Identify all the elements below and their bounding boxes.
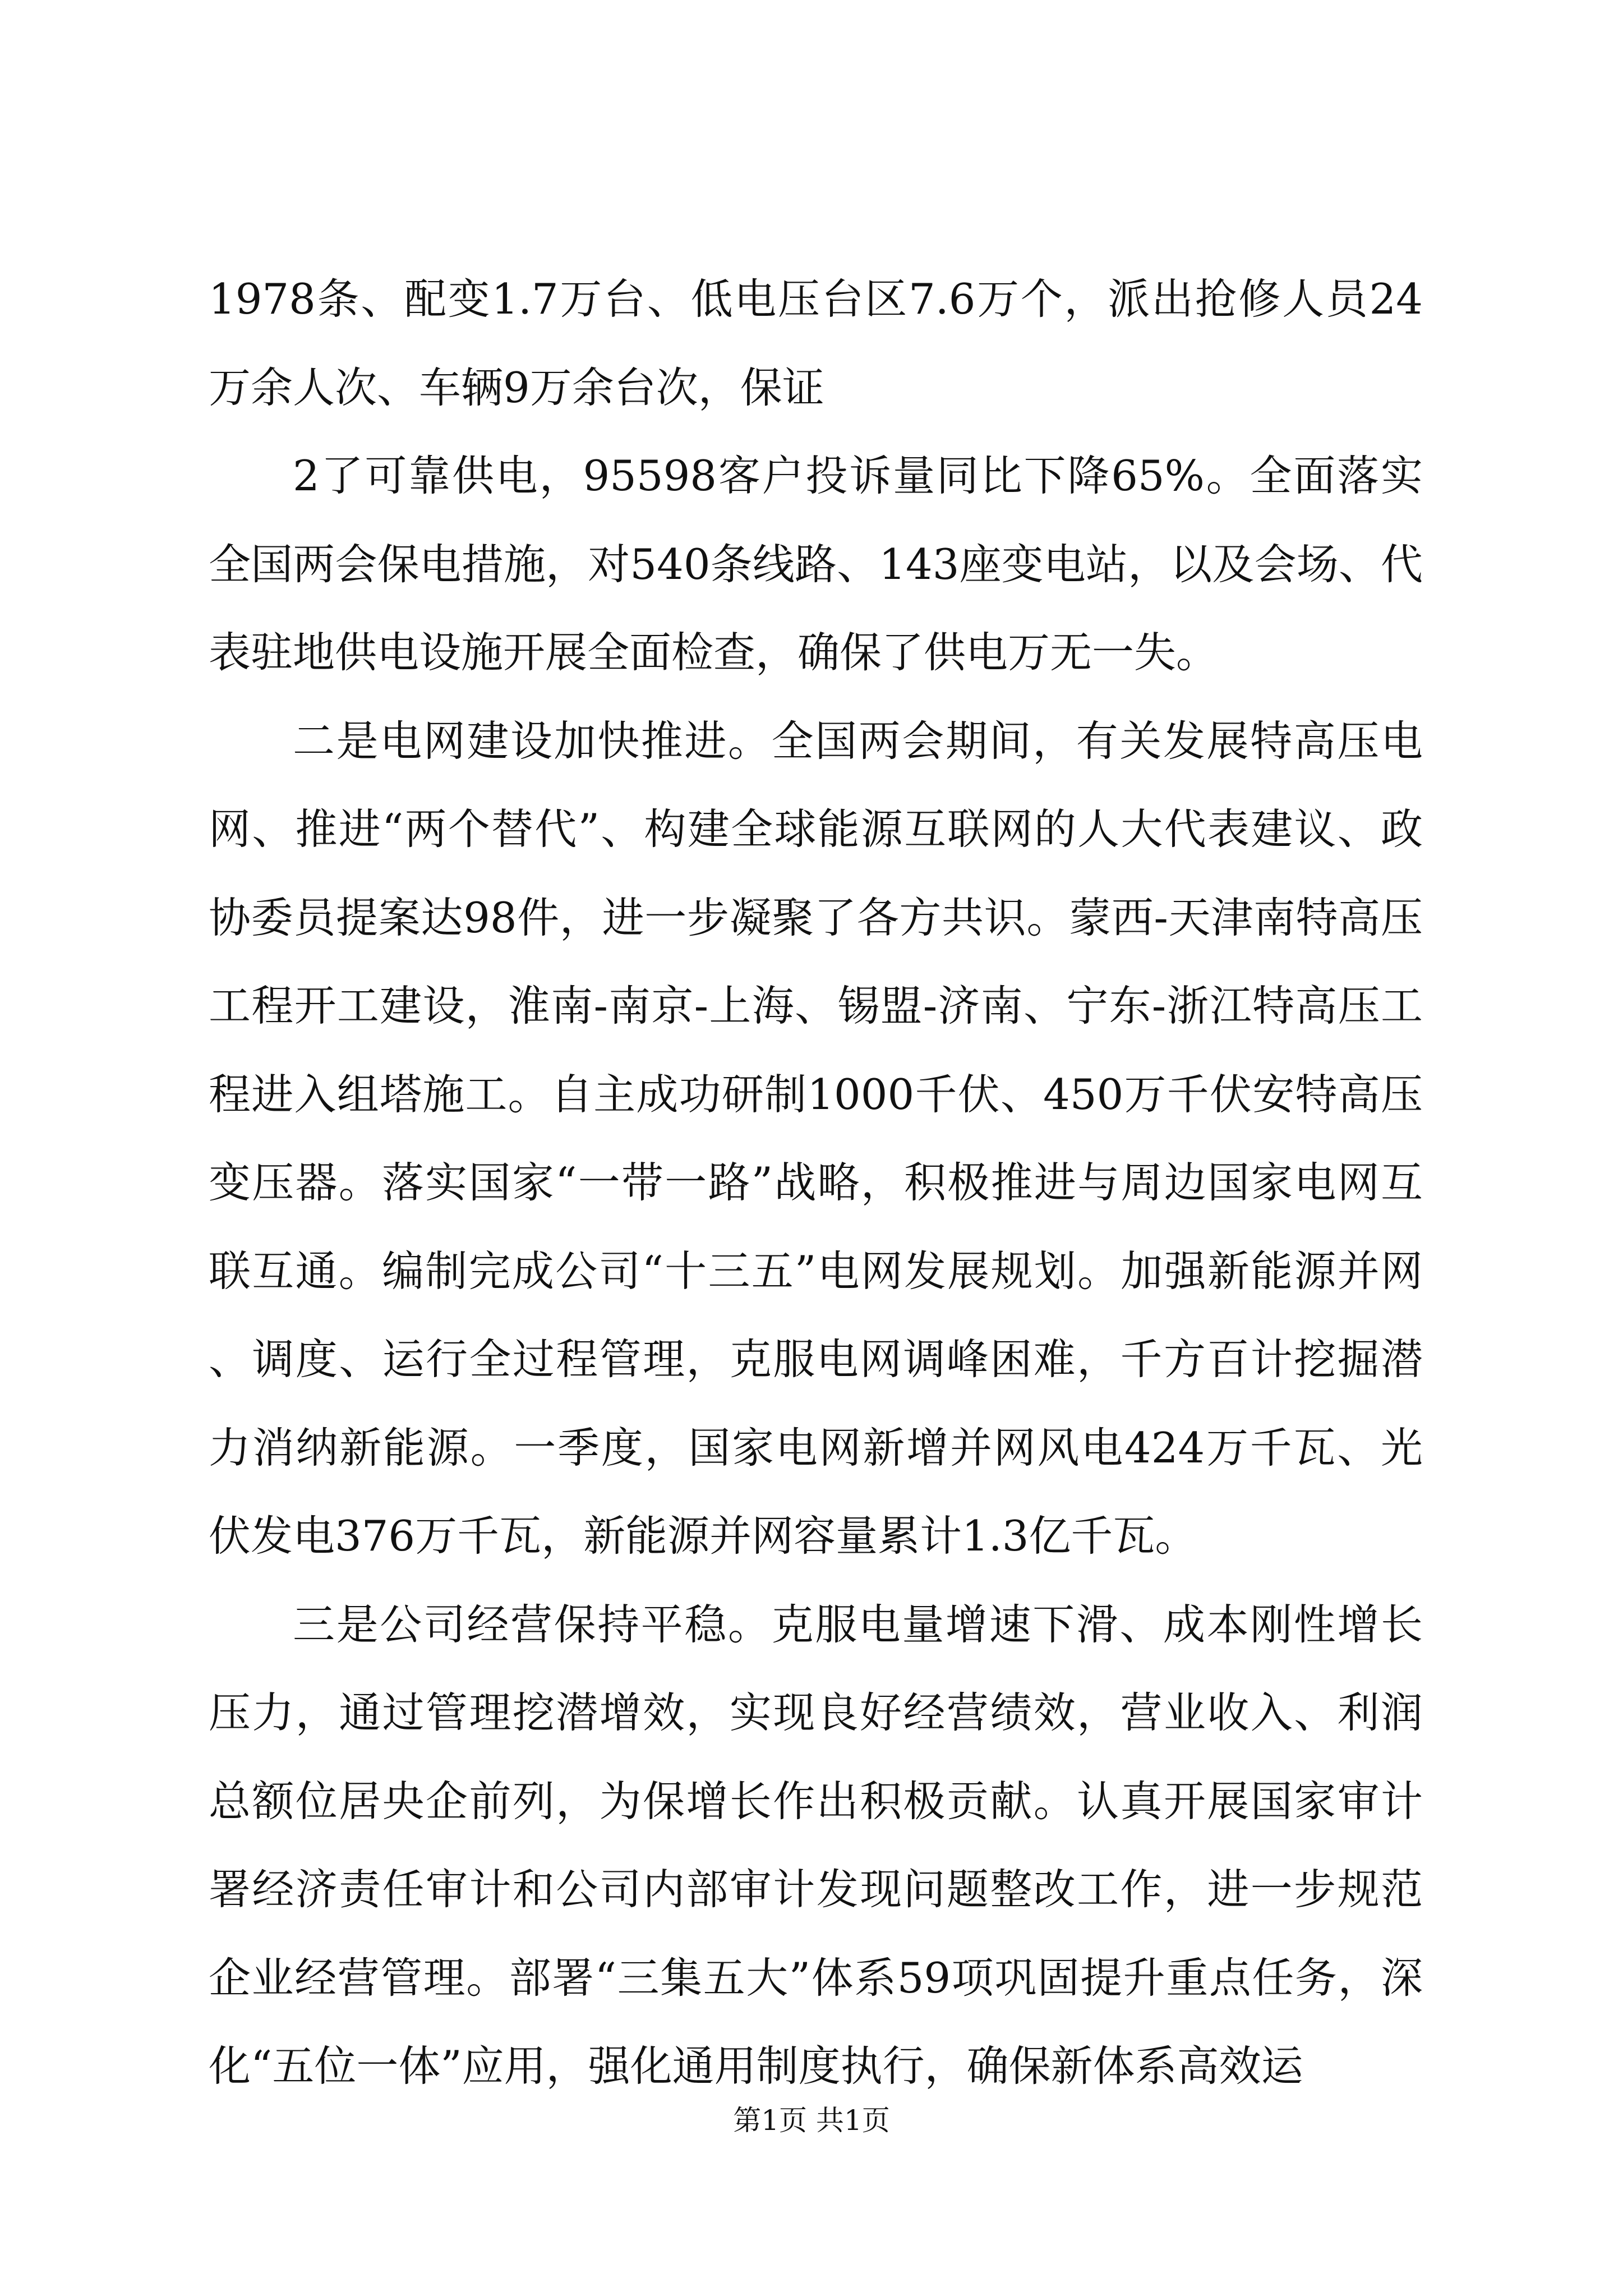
paragraph-continuation: 1978条、配变1.7万台、低电压台区7.6万个，派出抢修人员24万余人次、车辆9万余台次，保证 [209, 274, 1423, 412]
paragraph-company-operations: 三是公司经营保持平稳。克服电量增速下滑、成本刚性增长压力，通过管理挖潜增效，实现良好经营绩效，营业收入、利润总额位居央企前列，为保增长作出积极贡献。认真开展国家审计署经济责任审计和公司内部审计发现问题整改工作，进一步规范企业经营管理。部署“三集五大”体系59项巩固提升重点任务，深化“五位一体”应用，强化通用制度执行，确保新体系高效运 [209, 1599, 1423, 2091]
page-footer: 第1页 共1页 [733, 2104, 890, 2137]
paragraph-grid-construction: 二是电网建设加快推进。全国两会期间，有关发展特高压电网、推进“两个替代”、构建全球能源互联网的人大代表建议、政协委员提案达98件，进一步凝聚了各方共识。蒙西-天津南特高压工程开工建设，淮南-南京-上海、锡盟-济南、宁东-浙江特高压工程进入组塔施工。自主成功研制1000千伏、450万千伏安特高压变压器。落实国家“一带一路”战略，积极推进与周边国家电网互联互通。编制完成公司“十三五”电网发展规划。加强新能源并网、调度、运行全过程管理，克服电网调峰困难，千方百计挖掘潜力消纳新能源。一季度，国家电网新增并网风电424万千瓦、光伏发电376万千瓦，新能源并网容量累计1.3亿千瓦。 [209, 716, 1423, 1561]
paragraph-power-supply: 2了可靠供电，95598客户投诉量同比下降65%。全面落实全国两会保电措施，对540条线路、143座变电站，以及会场、代表驻地供电设施开展全面检查，确保了供电万无一失。 [209, 451, 1423, 677]
document-body [209, 255, 1423, 2111]
